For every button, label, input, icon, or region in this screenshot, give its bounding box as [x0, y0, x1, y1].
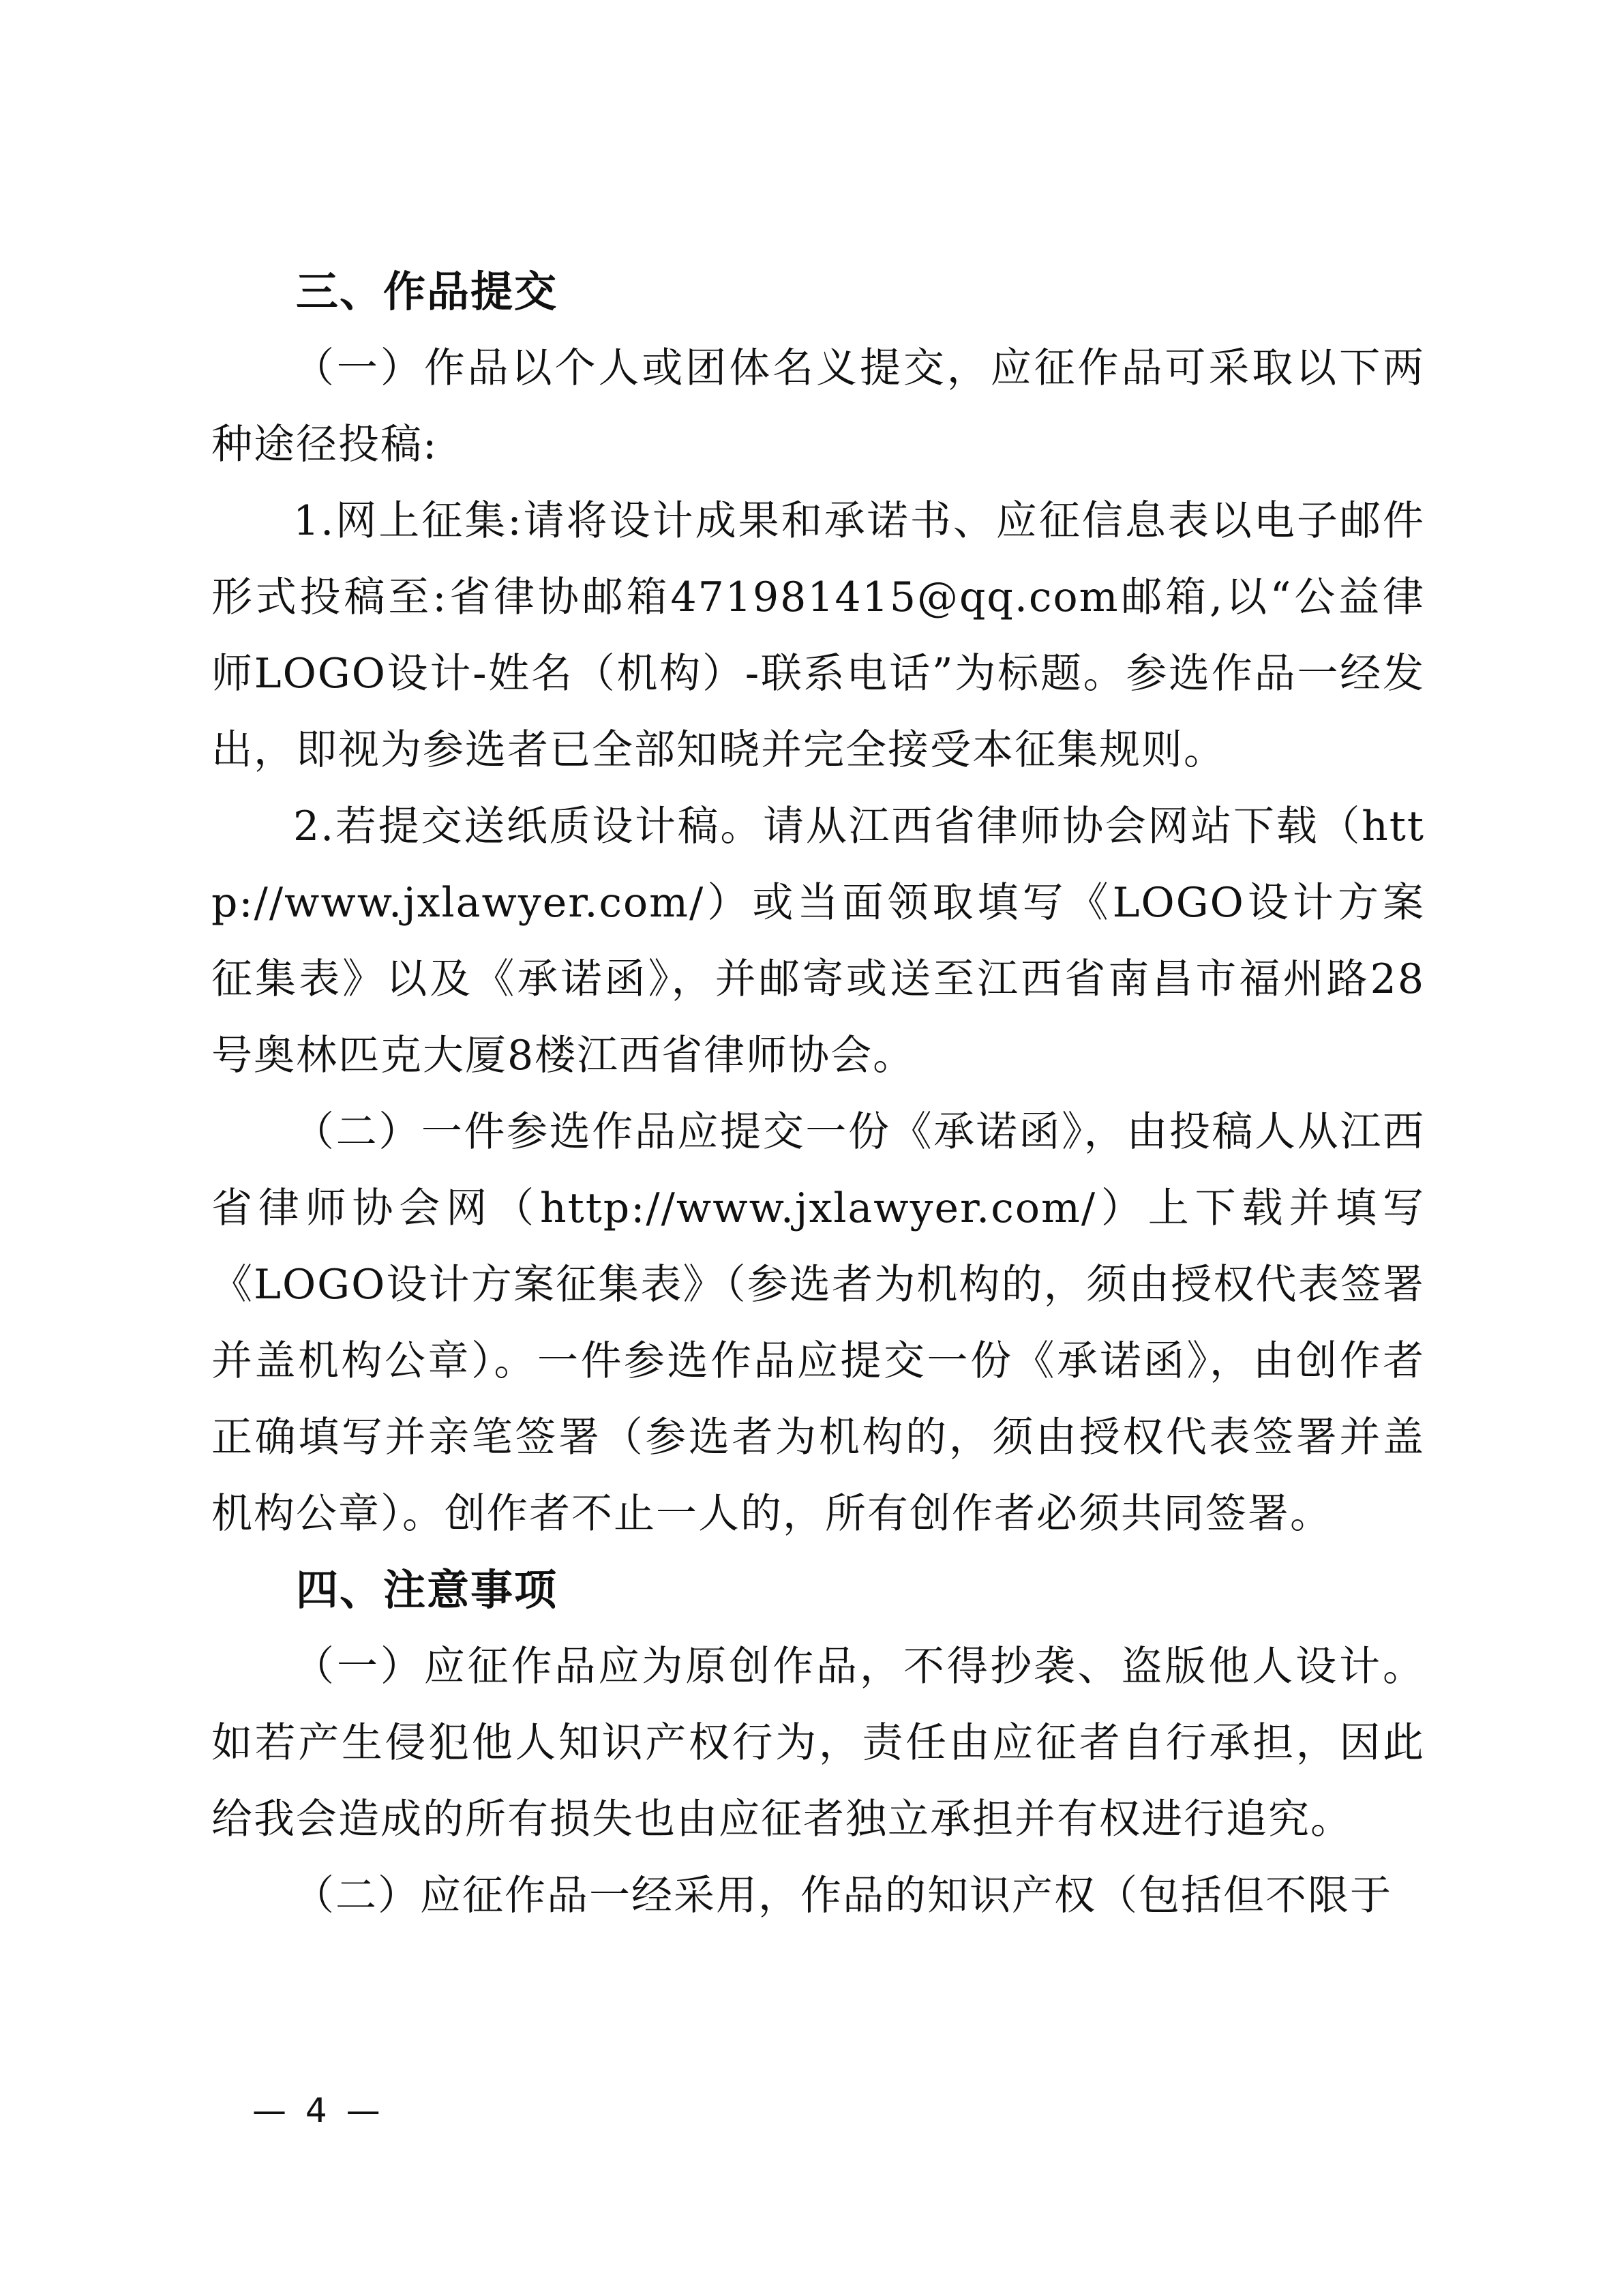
- section-heading-submission: 三、作品提交: [296, 267, 558, 316]
- page-number: — 4 —: [252, 2091, 385, 2130]
- paragraph-commitment-letter: （二）一件参选作品应提交一份《承诺函》，由投稿人从江西省律师协会网（http://www.jxlawyer.com/）上下载并填写《LOGO设计方案征集表》（参选者为机构的，须由授权代表签署并盖机构公章）。一件参选作品应提交一份《承诺函》，由创作者正确填写并亲笔签署（参选者为机构的，须由授权代表签署并盖机构公章）。创作者不止一人的，所有创作者必须共同签署。: [211, 1108, 1425, 1538]
- paragraph-paper-submission: 2.若提交送纸质设计稿。请从江西省律师协会网站下载（http://www.jxlawyer.com/）或当面领取填写《LOGO设计方案征集表》以及《承诺函》，并邮寄或送至江西省南昌市福州路28号奥林匹克大厦8楼江西省律师协会。: [211, 803, 1425, 1079]
- paragraph-originality: （一）应征作品应为原创作品，不得抄袭、盗版他人设计。如若产生侵犯他人知识产权行为，责任由应征者自行承担，因此给我会造成的所有损失也由应征者独立承担并有权进行追究。: [211, 1643, 1425, 1843]
- paragraph-ip-rights: （二）应征作品一经采用，作品的知识产权（包括但不限于: [293, 1872, 1392, 1920]
- paragraph-submission-intro: （一）作品以个人或团体名义提交，应征作品可采取以下两种途径投稿:: [211, 344, 1425, 468]
- document-body: [211, 254, 1425, 1934]
- paragraph-online-submission: 1.网上征集:请将设计成果和承诺书、应征信息表以电子邮件形式投稿至:省律协邮箱471981415@qq.com邮箱,以“公益律师LOGO设计-姓名（机构）-联系电话”为标题。参选作品一经发出，即视为参选者已全部知晓并完全接受本征集规则。: [211, 497, 1425, 774]
- section-heading-notes: 四、注意事项: [296, 1565, 558, 1615]
